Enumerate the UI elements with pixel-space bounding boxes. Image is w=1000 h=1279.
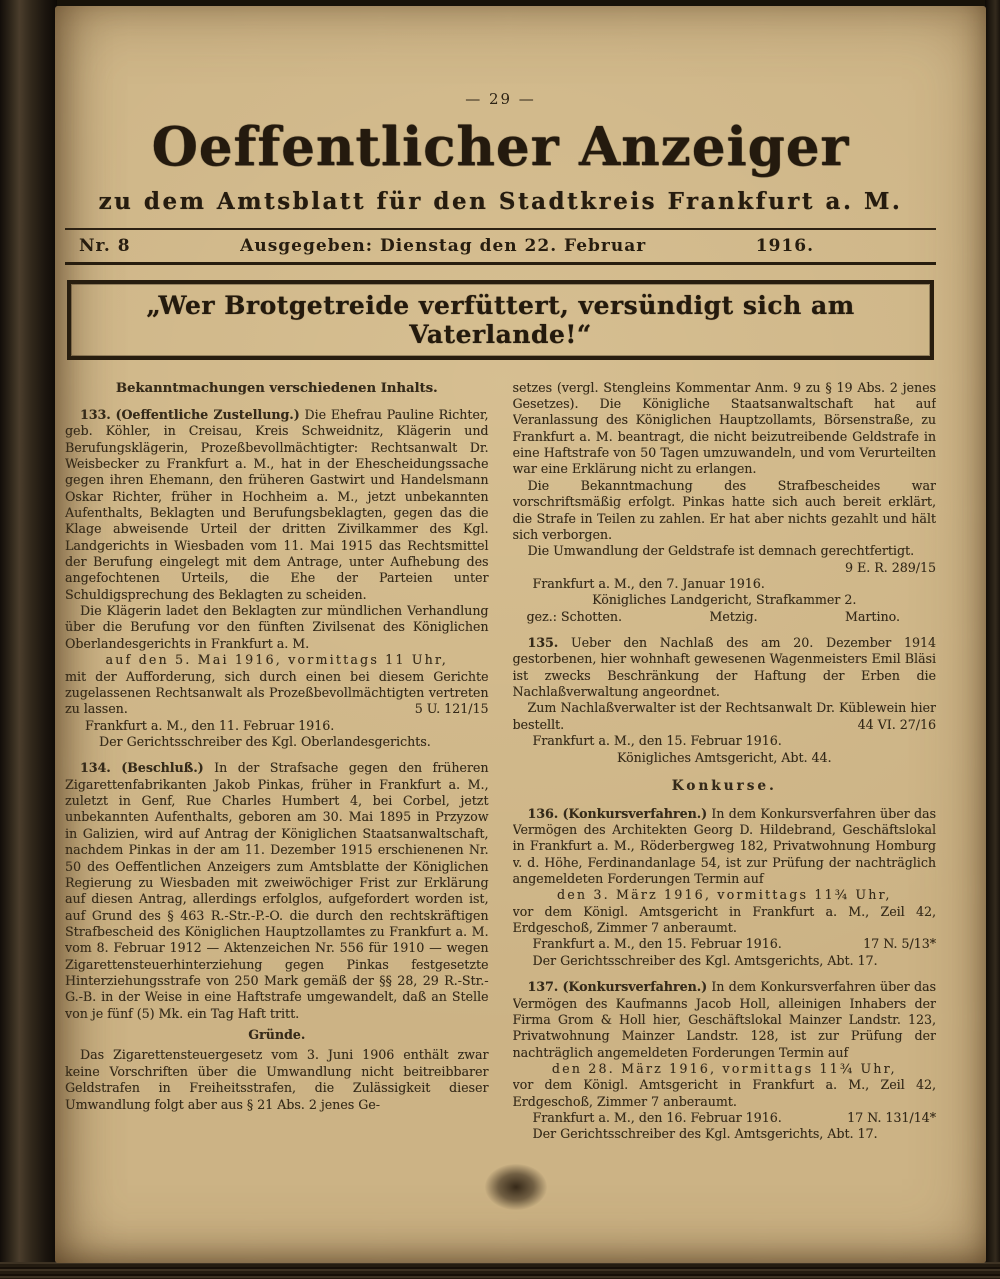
notice-body — [513, 806, 937, 888]
dateline-row — [513, 936, 937, 952]
section-heading-konkurse: Konkurse. — [671, 777, 777, 794]
notice-paragraph: Die Bekanntmachung des Strafbescheides war vorschriftsmäßig erfolgt. Pinkas hatte sich auch bereit erklärt, die Strafe in Teilen zu zahlen. Er hat aber nichts gezahlt und hält sich verborgen. — [512, 477, 936, 542]
book-page-edges — [0, 1262, 1000, 1279]
newspaper-page — [55, 6, 986, 1263]
book-spine — [0, 0, 57, 1279]
slogan-banner — [67, 280, 934, 360]
case-reference: 17 N. 131/14* — [847, 1110, 936, 1126]
case-reference: 5 U. 121/15 — [414, 701, 489, 717]
notice-text: mit der Aufforderung, sich durch einen bei diesem Gerichte zugelassenen Rechtsanwalt als Prozeßbevollmächtigten vertreten zu lassen. — [65, 668, 489, 717]
right-column — [513, 380, 937, 1143]
notice-number: 134. — [80, 760, 111, 776]
notice-paragraph — [65, 669, 489, 718]
notice-paragraph: setzes (vergl. Stengleins Kommentar Anm. 9 zu § 19 Abs. 2 jenes Gesetzes). Die Königliche Staatsanwaltschaft hat auf Veranlassung des Königlichen Hauptzollamts, Börsenstraße, zu Frankfurt a. M. beantragt, die nicht beizutreibende Geldstrafe in eine Haftstrafe von 50 Tagen umzuwandeln, und vom Verurteilten war eine Erklärung nicht zu erlangen. — [512, 379, 936, 477]
case-reference: 44 VI. 27/16 — [857, 716, 936, 732]
notice-135 — [513, 635, 937, 766]
notice-number: 136. — [527, 805, 559, 821]
notice-text: Ueber den Nachlaß des am 20. Dezember 1914 gestorbenen, hier wohnhaft gewesenen Wagenmeisters Emil Bläsi ist zwecks Beschränkung der Haftung der Erben die Nachlaßverwaltung angeordnet. — [512, 635, 936, 700]
notice-body — [65, 407, 489, 603]
notice-text: In dem Konkursverfahren über das Vermögen des Architekten Georg D. Hildebrand, Geschäftslokal in Frankfurt a. M., Röderbergweg 182, Privatwohnung Homburg v. d. Höhe, Ferdinandanlage 54, ist zur Prüfung der nachträglich angemeldeten Forderungen Termin auf — [512, 805, 936, 887]
notice-134 — [65, 760, 489, 1113]
masthead-subtitle: zu dem Amtsblatt für den Stadtkreis Frankfurt a. M. — [98, 187, 903, 215]
signature-row — [513, 609, 937, 625]
hearing-date-line: den 28. März 1916, vormittags 11¾ Uhr, — [551, 1060, 897, 1076]
ink-stain — [485, 1164, 547, 1210]
dateline-row — [513, 1110, 937, 1126]
signature-line: Der Gerichtsschreiber des Kgl. Oberlandesgerichts. — [99, 733, 431, 749]
issue-year: 1916. — [755, 235, 814, 256]
notice-133 — [65, 407, 489, 751]
signature-line: Der Gerichtsschreiber des Kgl. Amtsgerichts, Abt. 17. — [532, 1126, 878, 1142]
grounds-heading: Gründe. — [248, 1027, 306, 1043]
notice-text: Die Ehefrau Pauline Richter, geb. Köhler, in Creisau, Kreis Schweidnitz, Klägerin und Berufungsklägerin, Prozeßbevollmächtigter: Rechtsanwalt Dr. Weisbecker zu Frankfurt a. M., hat in der Ehescheidungssache gegen ihren Ehemann, den früheren Gastwirt und Handelsmann Oskar Richter, früher in Hochheim a. M., jetzt unbekannten Aufenthalts, Beklagten und Berufungsbeklagten, gegen das die Klage abweisende Urteil der dritten Zivilkammer des Kgl. Landgerichts in Wiesbaden vom 11. Mai 1915 das Rechtsmittel der Berufung eingelegt mit dem Antrage, unter Aufhebung des angefochtenen Urteils, die Ehe der Parteien unter Schuldigsprechung des Beklagten zu scheiden. — [65, 406, 489, 602]
notice-number: 135. — [527, 635, 559, 651]
notice-body — [513, 635, 937, 700]
notice-body — [513, 979, 937, 1061]
notice-number: 137. — [527, 979, 559, 995]
notice-text: Die Umwandlung der Geldstrafe ist demnach gerechtfertigt. — [527, 543, 915, 559]
notice-paragraph: Die Klägerin ladet den Beklagten zur mündlichen Verhandlung über die Berufung vor den fünften Zivilsenat des Königlichen Oberlandesgerichts in Frankfurt a. M. — [65, 603, 489, 651]
signature-name: Martino. — [844, 608, 900, 624]
notice-text: In dem Konkursverfahren über das Vermögen des Kaufmanns Jacob Holl, alleinigen Inhabers der Firma Grom & Holl hier, Geschäftslokal Mainzer Landstr. 123, Privatwohnung Mainzer Landstr. 128, ist zur Prüfung der nachträglich angemeldeten Forderungen Termin auf — [512, 979, 936, 1060]
signature-name: gez.: Schotten. — [526, 608, 622, 624]
case-reference: 17 N. 5/13* — [863, 936, 936, 952]
notice-paragraph: vor dem Königl. Amtsgericht in Frankfurt a. M., Zeil 42, Erdgeschoß, Zimmer 7 anberaumt. — [512, 903, 936, 936]
divider-thick — [65, 262, 936, 265]
publication-date: Ausgegeben: Dienstag den 22. Februar — [240, 235, 647, 256]
dateline: Frankfurt a. M., den 7. Januar 1916. — [532, 575, 765, 591]
court-line: Königliches Landgericht, Strafkammer 2. — [592, 592, 857, 608]
dateline: Frankfurt a. M., den 16. Februar 1916. — [532, 1110, 782, 1126]
signature-name: Metzig. — [709, 608, 758, 624]
book-edge-right — [985, 0, 1000, 1279]
notice-text: In der Strafsache gegen den früheren Zigarettenfabrikanten Jakob Pinkas, früher in Frankfurt a. M., zuletzt in Genf, Rue Charles Humbert 4, bei Corbel, jetzt unbekannten Aufenthalts, geboren am 30. Mai 1895 in Przyzow in Galizien, wird auf Antrag der Königlichen Staatsanwaltschaft, nachdem Pinkas in der am 11. Dezember 1915 erschienenen Nr. 50 des Oeffentlichen Anzeigers zum Amtsblatte der Königlichen Regierung zu Wiesbaden mit zweiwöchiger Frist zur Erklärung auf diesen Antrag, allerdings erfolglos, aufgefordert worden ist, auf Grund des § 463 R.-Str.-P.-O. die durch den rechtskräftigen Strafbescheid des Königlichen Hauptzollamtes zu Frankfurt a. M. vom 8. Februar 1912 — Aktenzeichen Nr. 556 für 1910 — wegen Zigarettensteuerhinterziehung gegen Pinkas festgesetzte Hinterziehungsstrafe von 250 Mark gemäß der §§ 28, 29 R.-Str.-G.-B. in der Weise in eine Haftstrafe umgewandelt, daß an Stelle von je fünf (5) Mk. ein Tag Haft tritt. — [65, 760, 489, 1021]
notice-type: (Oeffentliche Zustellung.) — [115, 406, 300, 422]
notice-136 — [513, 806, 937, 970]
grounds-paragraph: Das Zigarettensteuergesetz vom 3. Juni 1906 enthält zwar keine Vorschriften über die Umwandlung nicht beitreibbarer Geldstrafen in Freiheitsstrafen, die Zulässigkeit dieser Umwandlung folgt aber aus § 21 Abs. 2 jenes Ge- — [65, 1047, 489, 1112]
court-line: Königliches Amtsgericht, Abt. 44. — [616, 749, 832, 765]
article-columns — [65, 380, 936, 1143]
dateline: Frankfurt a. M., den 15. Februar 1916. — [532, 733, 782, 749]
dateline: Frankfurt a. M., den 11. Februar 1916. — [85, 717, 335, 733]
issue-number: Nr. 8 — [79, 235, 131, 256]
hearing-date-line: auf den 5. Mai 1916, vormittags 11 Uhr, — [105, 652, 448, 668]
issue-bar — [65, 230, 936, 262]
notice-type: (Beschluß.) — [121, 760, 204, 776]
page-number: — 29 — — [465, 90, 536, 108]
notice-134-continued — [513, 380, 937, 625]
case-reference: 9 E. R. 289/15 — [844, 559, 936, 575]
notice-body — [65, 760, 489, 1022]
notice-type: (Konkursverfahren.) — [562, 805, 708, 821]
notice-137 — [513, 979, 937, 1143]
notice-paragraph: vor dem Königl. Amtsgericht in Frankfurt a. M., Zeil 42, Erdgeschoß, Zimmer 7 anberaumt. — [512, 1077, 936, 1109]
masthead-title: Oeffentlicher Anzeiger — [151, 116, 850, 178]
hearing-date-line: den 3. März 1916, vormittags 11¾ Uhr, — [556, 887, 892, 903]
notice-text: Zum Nachlaßverwalter ist der Rechtsanwalt Dr. Küblewein hier bestellt. — [512, 700, 936, 732]
notice-paragraph — [513, 700, 937, 733]
section-heading-misc: Bekanntmachungen verschiedenen Inhalts. — [115, 380, 438, 396]
left-column — [65, 380, 489, 1143]
signature-line: Der Gerichtsschreiber des Kgl. Amtsgerichts, Abt. 17. — [532, 952, 878, 968]
notice-number: 133. — [80, 406, 111, 422]
notice-type: (Konkursverfahren.) — [562, 979, 708, 995]
dateline: Frankfurt a. M., den 15. Februar 1916. — [532, 936, 782, 952]
notice-paragraph — [513, 543, 937, 576]
slogan-text: „Wer Brotgetreide verfüttert, versündigt sich am Vaterlande!“ — [146, 290, 855, 349]
